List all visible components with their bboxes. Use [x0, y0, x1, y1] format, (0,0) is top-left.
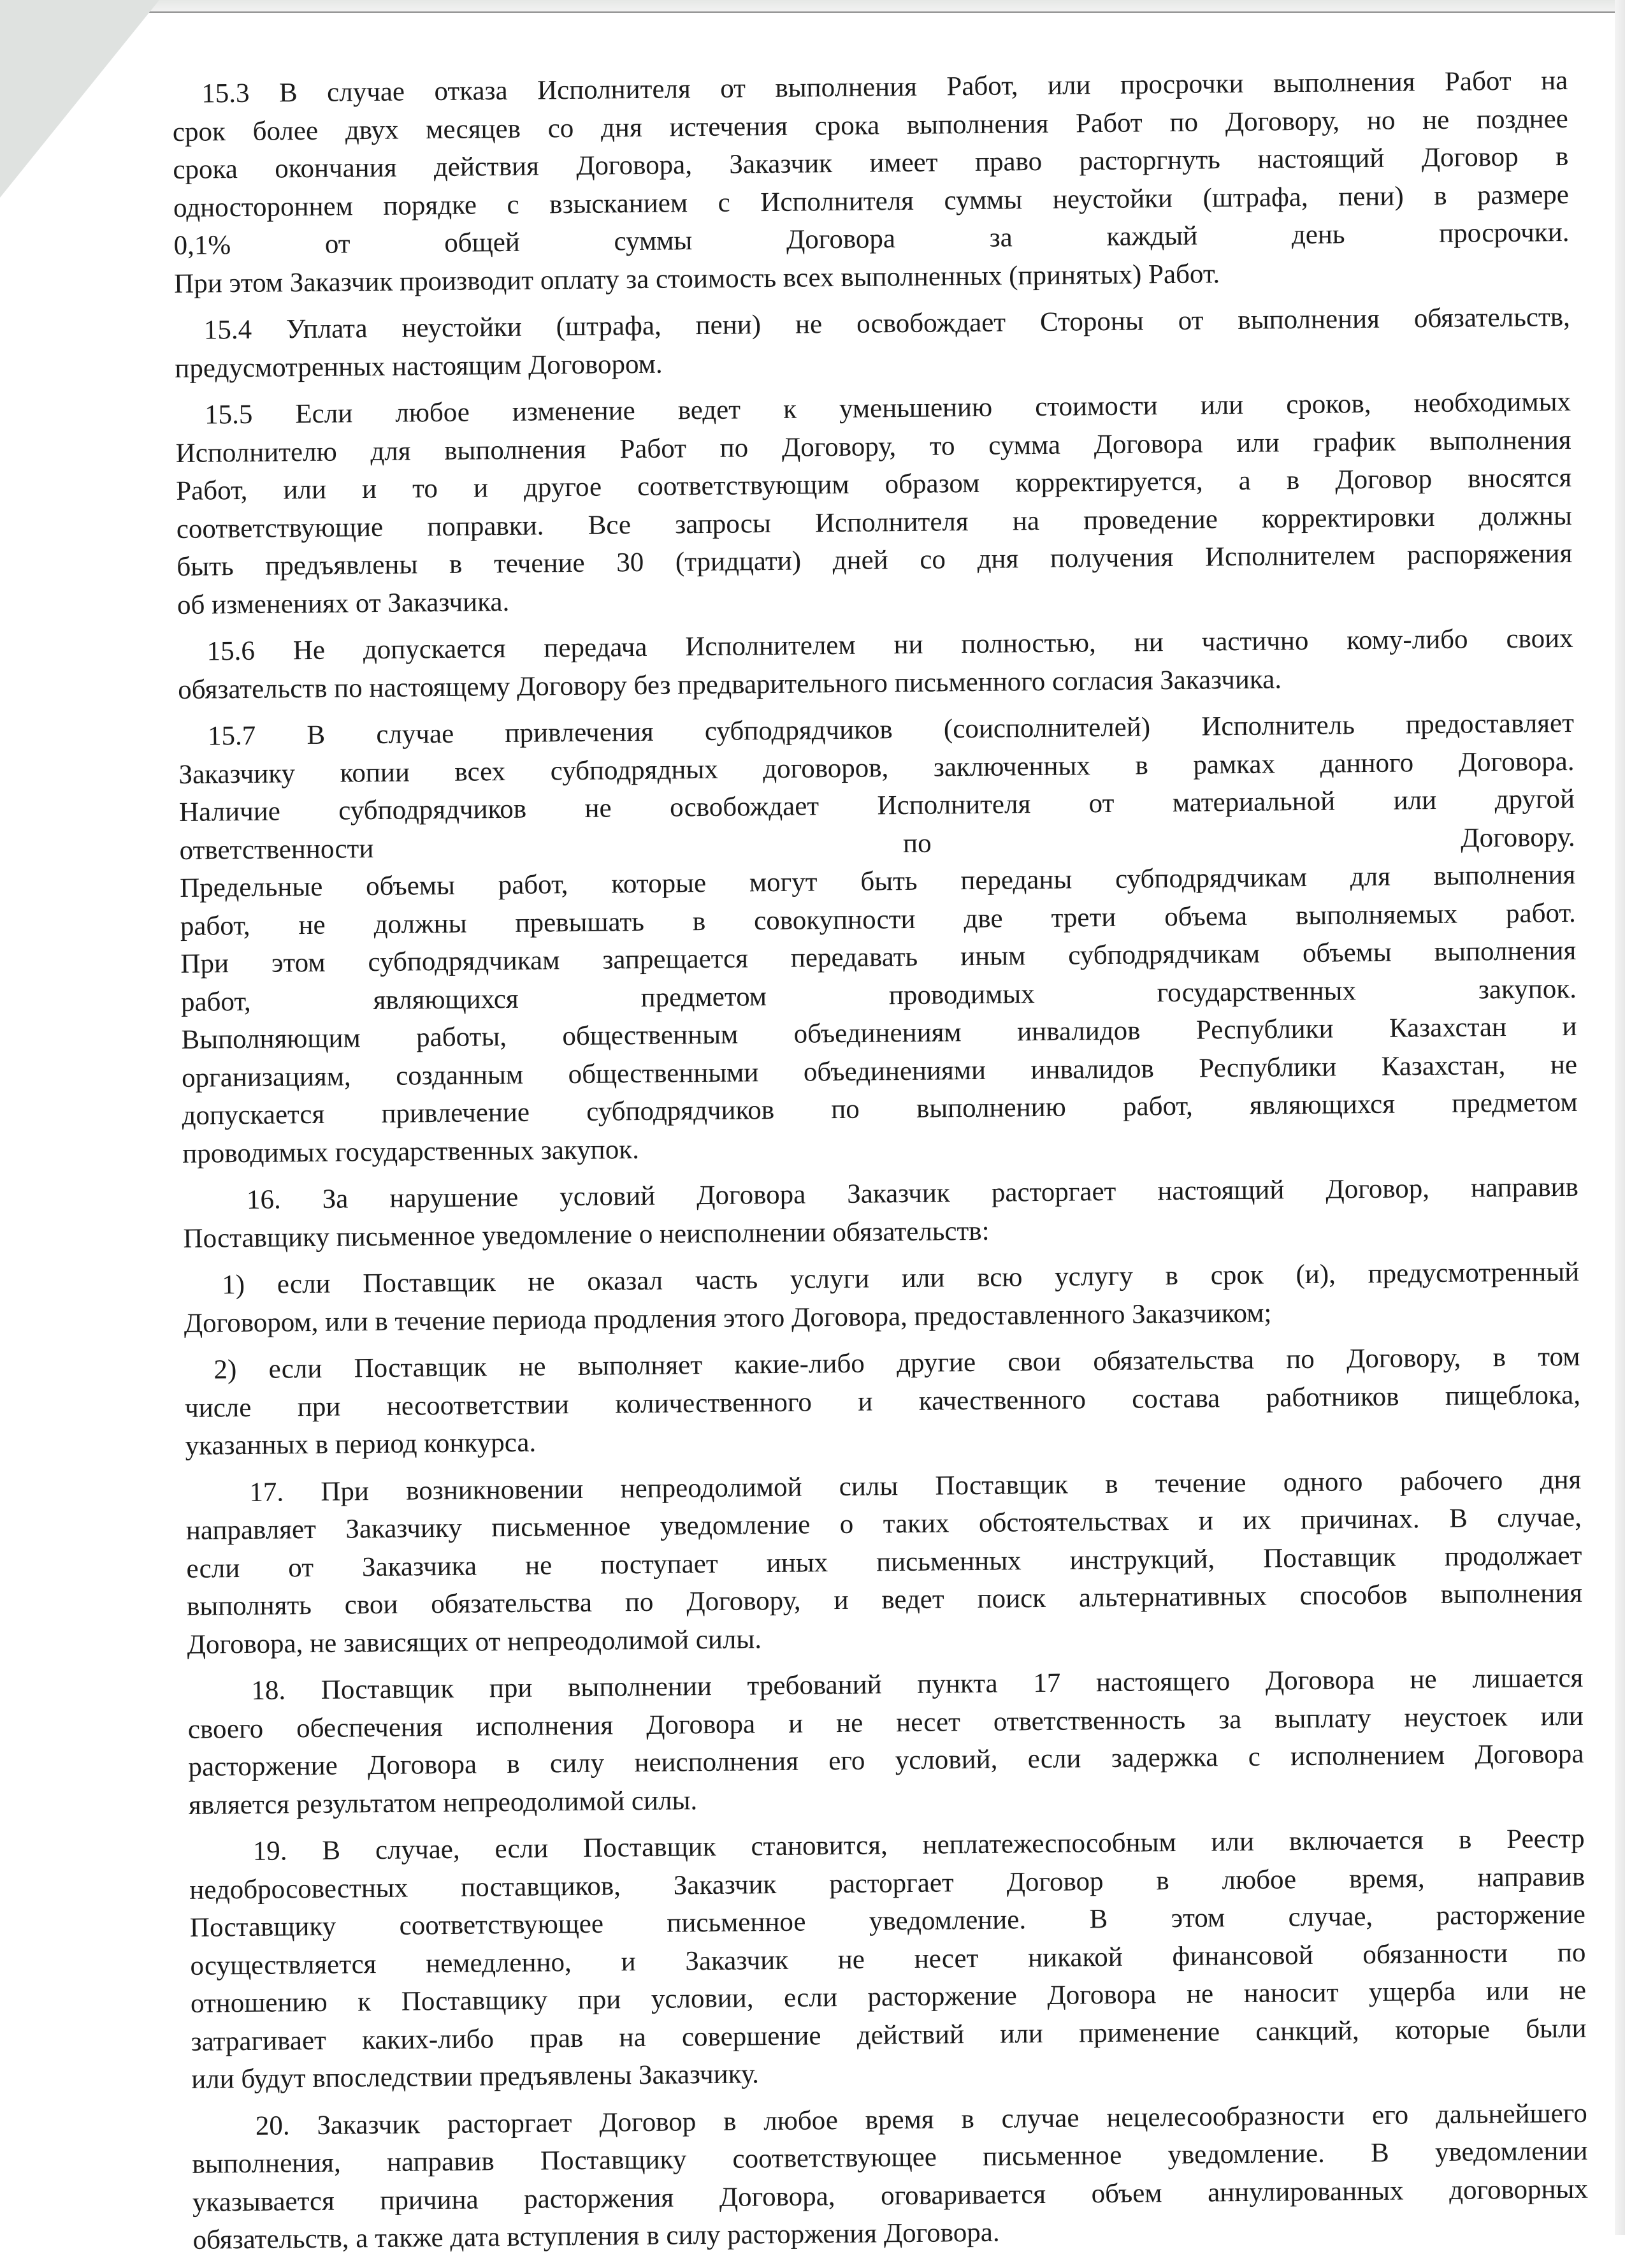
folded-page-corner [0, 0, 159, 198]
text-line: своего обеспечения исполнения Договора и не несет ответственность за выплату неустоек или [187, 1701, 1584, 1745]
text-line: организациям, созданным общественными объединениями инвалидов Республики Казахстан, не [181, 1049, 1578, 1093]
text-line: 18. Поставщик при выполнении требований пункта 17 настоящего Договора не лишается [251, 1662, 1584, 1706]
clause-17 [185, 1460, 1583, 1664]
clause-15-7 [178, 704, 1578, 1173]
clause-16 [183, 1168, 1579, 1258]
clause-19 [189, 1820, 1587, 2099]
text-line: выполнения, направив Поставщику соответствующее письменное уведомление. В уведомлении [192, 2135, 1588, 2179]
text-line: Исполнителю для выполнения Работ по Договору, то сумма Договора или график выполнения [175, 425, 1571, 469]
text-line: ответственности по Договору. [179, 822, 1575, 866]
text-line: указывается причина расторжения Договора, оговаривается объем аннулированных договорных [192, 2174, 1589, 2218]
text-line: 1) если Поставщик не оказал часть услуги или всю услугу в срок (и), предусмотренный [221, 1256, 1580, 1300]
text-line: обязательств, а также дата вступления в силу расторжения Договора. [192, 2217, 1000, 2255]
text-line: указанных в период конкурса. [185, 1427, 537, 1461]
text-line: Заказчику копии всех субподрядных договоров, заключенных в рамках данного Договора. [178, 746, 1575, 790]
text-line: Наличие субподрядчиков не освобождает Исполнителя от материальной или другой [178, 783, 1575, 827]
text-line: соответствующие поправки. Все запросы Исполнителя на проведение корректировки должны [176, 500, 1572, 544]
text-line: 20. Заказчик расторгает Договор в любое время в случае нецелесообразности его дальнейшего [255, 2098, 1588, 2141]
text-line: При этом Заказчик производит оплату за стоимость всех выполненных (принятых) Работ. [173, 258, 1220, 299]
clause-15-5 [175, 383, 1573, 624]
text-line: Договора, не зависящих от непреодолимой силы. [187, 1624, 762, 1660]
text-line: числе при несоответствии количественного и качественного состава работников пищеблока, [184, 1379, 1581, 1423]
text-line: обязательств по настоящему Договору без предварительного письменного согласия Заказчика. [178, 664, 1282, 705]
text-line: Работ, или и то и другое соответствующим образом корректируется, а в Договор вносятся [176, 462, 1572, 506]
clause-15-3 [172, 62, 1570, 303]
text-line: 2) если Поставщик не выполняет какие-либо другие свои обязательства по Договору, в том [213, 1341, 1580, 1385]
text-line: работ, не должны превышать в совокупности две трети объема выполняемых работ. [180, 898, 1576, 941]
text-line: расторжение Договора в силу неисполнения его условий, если задержка с исполнением Договора [188, 1738, 1584, 1782]
clause-15-4 [175, 298, 1571, 388]
text-line: Договором, или в течение периода продления этого Договора, предоставленного Заказчиком; [184, 1298, 1272, 1339]
text-line: При этом субподрядчикам запрещается передавать иным субподрядчикам объемы выполнения [180, 935, 1577, 979]
text-line: 17. При возникновении непреодолимой силы Поставщик в течение одного рабочего дня [249, 1464, 1582, 1508]
clause-15-6 [177, 620, 1573, 709]
text-line: 15.6 Не допускается передача Исполнителем ни полностью, ни частично кому-либо своих [206, 623, 1573, 667]
document-page [172, 62, 1589, 2268]
text-line: допускается привлечение субподрядчиков по выполнению работ, являющихся предметом [182, 1087, 1578, 1131]
text-line: срок более двух месяцев со дня истечения срока выполнения Работ по Договору, но не позднее [172, 103, 1568, 147]
text-line: направляет Заказчику письменное уведомление о таких обстоятельствах и их причинах. В случае, [185, 1502, 1582, 1546]
text-line: работ, являющихся предметом проводимых государственных закупок. [180, 973, 1577, 1017]
text-line: 15.5 Если любое изменение ведет к уменьшению стоимости или сроков, необходимых [204, 386, 1571, 430]
clause-16-item-2 [184, 1338, 1581, 1465]
text-line: срока окончания действия Договора, Заказчик имеет право расторгнуть настоящий Договор в [173, 141, 1569, 185]
text-line: является результатом непреодолимой силы. [188, 1785, 698, 1821]
text-line: Поставщику соответствующее письменное уведомление. В этом случае, расторжение [189, 1899, 1586, 1943]
text-line: затрагивает каких-либо прав на совершение действий или применение санкций, которые были [191, 2013, 1587, 2057]
clause-16-item-1 [184, 1253, 1580, 1342]
scanner-top-edge [0, 0, 1625, 13]
text-line: 15.4 Уплата неустойки (штрафа, пени) не освобождает Стороны от выполнения обязательств, [203, 302, 1570, 345]
text-line: об изменениях от Заказчика. [177, 586, 510, 620]
text-line: 15.3 В случае отказа Исполнителя от выполнения Работ, или просрочки выполнения Работ на [201, 65, 1568, 109]
clause-20 [192, 2094, 1589, 2259]
text-line: если от Заказчика не поступает иных письменных инструкций, Поставщик продолжает [186, 1540, 1582, 1584]
text-line: выполнять свои обязательства по Договору, и ведет поиск альтернативных способов выполнения [186, 1578, 1583, 1622]
clause-18 [187, 1659, 1584, 1824]
text-line: 19. В случае, если Поставщик становится, неплатежеспособным или включается в Реестр [252, 1823, 1585, 1866]
text-line: или будут впоследствии предъявлены Заказчику. [191, 2059, 760, 2095]
text-line: проводимых государственных закупок. [182, 1134, 640, 1169]
text-line: отношению к Поставщику при условии, если расторжение Договора не наносит ущерба или не [190, 1975, 1587, 2019]
text-line: Поставщику письменное уведомление о неисполнении обязательств: [183, 1216, 990, 1254]
text-line: одностороннем порядке с взысканием с Исполнителя суммы неустойки (штрафа, пени) в размере [173, 179, 1570, 223]
text-line: Предельные объемы работ, которые могут быть переданы субподрядчикам для выполнения [180, 859, 1576, 903]
text-line: недобросовестных поставщиков, Заказчик расторгает Договор в любое время, направив [189, 1861, 1585, 1905]
scanner-right-edge [1615, 0, 1625, 2235]
text-line: 0,1% от общей суммы Договора за каждый день просрочки. [173, 217, 1570, 261]
text-line: предусмотренных настоящим Договором. [175, 349, 663, 384]
text-line: 16. За нарушение условий Договора Заказчик расторгает настоящий Договор, направив [246, 1172, 1579, 1215]
text-line: Выполняющим работы, общественным объединениям инвалидов Республики Казахстан и [181, 1011, 1577, 1055]
text-line: 15.7 В случае привлечения субподрядчиков (соисполнителей) Исполнитель предоставляет [207, 708, 1575, 752]
text-line: быть предъявлены в течение 30 (тридцати) дней со дня получения Исполнителем распоряжения [177, 538, 1573, 582]
text-line: осуществляется немедленно, и Заказчик не несет никакой финансовой обязанности по [190, 1937, 1586, 1981]
